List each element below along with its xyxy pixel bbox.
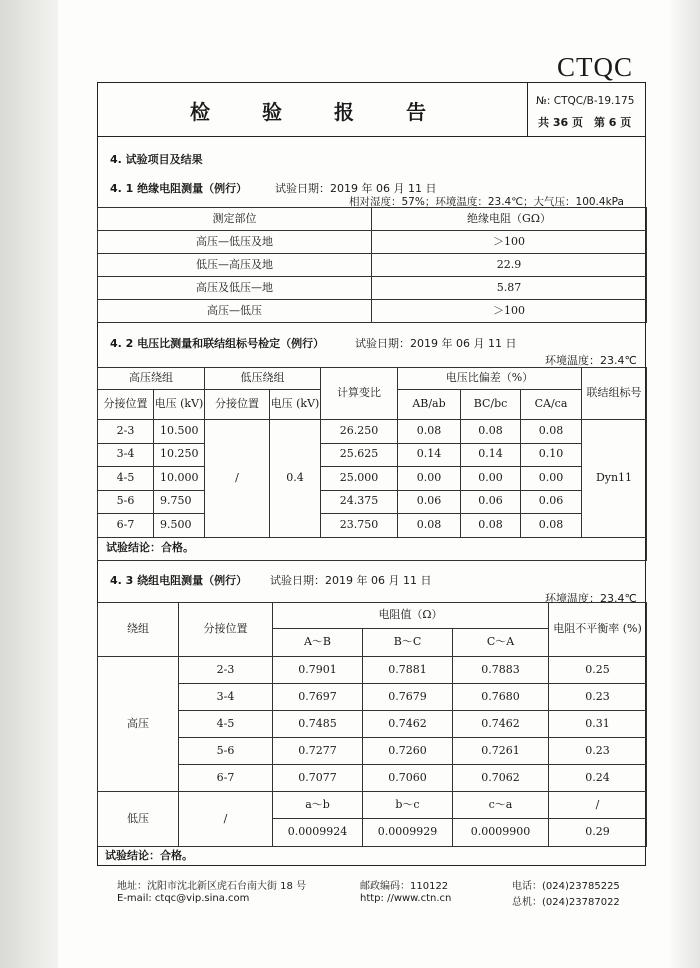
bc-cell: 0.7881 bbox=[363, 657, 453, 684]
value-cell: ＞100 bbox=[372, 231, 647, 254]
ab-header: AB/ab bbox=[398, 390, 461, 420]
table-row bbox=[98, 231, 647, 254]
tap-cell: 4-5 bbox=[179, 711, 273, 738]
value-cell: 22.9 bbox=[372, 254, 647, 277]
lv-winding-header: 低压绕组 bbox=[205, 368, 321, 390]
document-number: №: CTQC/B-19.175 bbox=[536, 95, 635, 107]
ca-cell: 0.06 bbox=[521, 490, 582, 514]
page-count: 共 36 页 第 6 页 bbox=[538, 116, 632, 129]
table-row bbox=[98, 514, 647, 538]
lv-voltage-cell: 0.4 bbox=[270, 420, 321, 538]
part-cell: 高压及低压—地 bbox=[98, 277, 372, 300]
s42-date: 试验日期：2019 年 06 月 11 日 bbox=[355, 337, 517, 350]
lv-ab-header: a～b bbox=[273, 792, 363, 819]
tap-cell: 3-4 bbox=[179, 684, 273, 711]
ab-cell: 0.08 bbox=[398, 514, 461, 538]
s43-date: 试验日期：2019 年 06 月 11 日 bbox=[270, 574, 432, 587]
bc-cell: 0.7260 bbox=[363, 738, 453, 765]
s42-conclusion: 试验结论：合格。 bbox=[98, 537, 647, 560]
tap-cell: 4-5 bbox=[98, 467, 154, 491]
ab-cell: 0.7077 bbox=[273, 765, 363, 792]
ab-cell: 0.7901 bbox=[273, 657, 363, 684]
lv-voltage-header: 电压 (kV) bbox=[270, 390, 321, 420]
ca-cell: 0.00 bbox=[521, 467, 582, 491]
s41-date: 试验日期：2019 年 06 月 11 日 bbox=[275, 182, 437, 195]
bc-cell: 0.14 bbox=[461, 443, 521, 467]
header-divider bbox=[97, 136, 646, 137]
s41-conditions: 相对湿度：57%；环境温度：23.4℃；大气压：100.4kPa bbox=[349, 196, 624, 208]
table-row bbox=[98, 443, 647, 467]
footer-phone: 电话：(024)23785225 bbox=[512, 881, 620, 892]
ab-cell: 0.00 bbox=[398, 467, 461, 491]
kv-cell: 9.500 bbox=[154, 514, 205, 538]
lv-tap-header: 分接位置 bbox=[205, 390, 270, 420]
lv-ca-header: c～a bbox=[453, 792, 549, 819]
unbalance-cell: 0.24 bbox=[549, 765, 647, 792]
bc-cell: 0.7462 bbox=[363, 711, 453, 738]
table-row bbox=[98, 420, 647, 444]
winding-header: 绕组 bbox=[98, 603, 179, 657]
kv-cell: 10.000 bbox=[154, 467, 205, 491]
s42-temp: 环境温度：23.4℃ bbox=[545, 354, 637, 367]
voltage-header: 电压 (kV) bbox=[154, 390, 205, 420]
ratio-cell: 25.000 bbox=[321, 467, 398, 491]
bc-cell: 0.08 bbox=[461, 420, 521, 444]
title-char: 告 bbox=[406, 100, 426, 124]
table-row bbox=[98, 277, 647, 300]
unbalance-cell: 0.23 bbox=[549, 738, 647, 765]
bc-header: BC/bc bbox=[461, 390, 521, 420]
table-row bbox=[98, 765, 647, 792]
table-row bbox=[98, 490, 647, 514]
hv-winding-header: 高压绕组 bbox=[98, 368, 205, 390]
ab-cell: 0.7485 bbox=[273, 711, 363, 738]
lv-tap-cell: / bbox=[179, 792, 273, 847]
table-row bbox=[98, 254, 647, 277]
report-title bbox=[190, 96, 478, 125]
ca-cell: 0.08 bbox=[521, 514, 582, 538]
s43-title: 4. 3 绕组电阻测量（例行） bbox=[110, 574, 248, 587]
lv-unbalance-cell: 0.29 bbox=[549, 819, 647, 847]
ca-header: CA/ca bbox=[521, 390, 582, 420]
table-row bbox=[98, 657, 647, 684]
hv-winding-cell: 高压 bbox=[98, 657, 179, 792]
table-row bbox=[98, 684, 647, 711]
s41-title: 4. 1 绝缘电阻测量（例行） bbox=[110, 182, 248, 195]
header-cell: 测定部位 bbox=[98, 208, 372, 231]
s42-title: 4. 2 电压比测量和联结组标号检定（例行） bbox=[110, 337, 325, 350]
footer-switchboard: 总机：(024)23787022 bbox=[512, 897, 620, 908]
ab-header: A～B bbox=[273, 629, 363, 657]
ratio-header: 计算变比 bbox=[321, 368, 398, 420]
tap-cell: 6-7 bbox=[98, 514, 154, 538]
tap-cell: 2-3 bbox=[179, 657, 273, 684]
ab-cell: 0.08 bbox=[398, 420, 461, 444]
kv-cell: 10.250 bbox=[154, 443, 205, 467]
bc-cell: 0.08 bbox=[461, 514, 521, 538]
unbalance-cell: 0.23 bbox=[549, 684, 647, 711]
ca-cell: 0.7462 bbox=[453, 711, 549, 738]
ab-cell: 0.7697 bbox=[273, 684, 363, 711]
title-char: 报 bbox=[334, 100, 354, 124]
lv-bc-header: b～c bbox=[363, 792, 453, 819]
deviation-header: 电压比偏差（%） bbox=[398, 368, 582, 390]
insulation-table bbox=[97, 207, 647, 323]
tap-cell: 6-7 bbox=[179, 765, 273, 792]
group-cell: Dyn11 bbox=[582, 420, 647, 538]
part-cell: 低压—高压及地 bbox=[98, 254, 372, 277]
ratio-cell: 23.750 bbox=[321, 514, 398, 538]
tap-header: 分接位置 bbox=[98, 390, 154, 420]
ab-cell: 0.7277 bbox=[273, 738, 363, 765]
title-char: 验 bbox=[262, 100, 282, 124]
footer-postcode: 邮政编码：110122 bbox=[360, 881, 449, 892]
value-cell: 5.87 bbox=[372, 277, 647, 300]
tap-cell: 5-6 bbox=[179, 738, 273, 765]
bc-cell: 0.06 bbox=[461, 490, 521, 514]
footer-email: E-mail: ctqc@vip.sina.com bbox=[117, 893, 250, 904]
ca-cell: 0.7261 bbox=[453, 738, 549, 765]
ca-cell: 0.10 bbox=[521, 443, 582, 467]
tap-cell: 2-3 bbox=[98, 420, 154, 444]
table-row bbox=[98, 711, 647, 738]
header-cell: 绝缘电阻（GΩ） bbox=[372, 208, 647, 231]
part-cell: 高压—低压 bbox=[98, 300, 372, 323]
kv-cell: 10.500 bbox=[154, 420, 205, 444]
bc-header: B～C bbox=[363, 629, 453, 657]
value-cell: ＞100 bbox=[372, 300, 647, 323]
ratio-cell: 26.250 bbox=[321, 420, 398, 444]
table-row bbox=[98, 738, 647, 765]
lv-ab-cell: 0.0009924 bbox=[273, 819, 363, 847]
footer-address: 地址：沈阳市沈北新区虎石台南大街 18 号 bbox=[117, 881, 307, 892]
ca-cell: 0.7883 bbox=[453, 657, 549, 684]
group-header: 联结组标号 bbox=[582, 368, 647, 420]
lv-bc-cell: 0.0009929 bbox=[363, 819, 453, 847]
tap-cell: 3-4 bbox=[98, 443, 154, 467]
table-row bbox=[98, 300, 647, 323]
bc-cell: 0.00 bbox=[461, 467, 521, 491]
kv-cell: 9.750 bbox=[154, 490, 205, 514]
section-title: 4. 试验项目及结果 bbox=[110, 153, 203, 166]
s43-temp: 环境温度：23.4℃ bbox=[545, 592, 637, 605]
lv-tap-cell: / bbox=[205, 420, 270, 538]
tap-cell: 5-6 bbox=[98, 490, 154, 514]
title-char: 检 bbox=[190, 100, 210, 124]
table-row bbox=[98, 792, 647, 819]
brand-logo: CTQC bbox=[557, 52, 634, 82]
scan-shadow-left bbox=[0, 0, 58, 968]
bc-cell: 0.7060 bbox=[363, 765, 453, 792]
ca-cell: 0.08 bbox=[521, 420, 582, 444]
resistance-header: 电阻值（Ω） bbox=[273, 603, 549, 629]
ratio-cell: 25.625 bbox=[321, 443, 398, 467]
unbalance-header: 电阻不平衡率 (%) bbox=[549, 603, 647, 657]
unbalance-cell: 0.25 bbox=[549, 657, 647, 684]
unbalance-cell: 0.31 bbox=[549, 711, 647, 738]
part-cell: 高压—低压及地 bbox=[98, 231, 372, 254]
ratio-cell: 24.375 bbox=[321, 490, 398, 514]
ca-cell: 0.7062 bbox=[453, 765, 549, 792]
s43-conclusion: 试验结论：合格。 bbox=[105, 849, 193, 862]
header-vertical-divider bbox=[527, 82, 528, 136]
voltage-ratio-table bbox=[97, 367, 647, 561]
lv-unbalance-header: / bbox=[549, 792, 647, 819]
tap-header: 分接位置 bbox=[179, 603, 273, 657]
ab-cell: 0.14 bbox=[398, 443, 461, 467]
scan-shadow-right bbox=[670, 0, 700, 968]
ab-cell: 0.06 bbox=[398, 490, 461, 514]
lv-winding-cell: 低压 bbox=[98, 792, 179, 847]
lv-ca-cell: 0.0009900 bbox=[453, 819, 549, 847]
ca-header: C～A bbox=[453, 629, 549, 657]
ca-cell: 0.7680 bbox=[453, 684, 549, 711]
winding-resistance-table bbox=[97, 602, 647, 847]
footer-website: http: //www.ctn.cn bbox=[360, 893, 452, 904]
table-row bbox=[98, 467, 647, 491]
bc-cell: 0.7679 bbox=[363, 684, 453, 711]
